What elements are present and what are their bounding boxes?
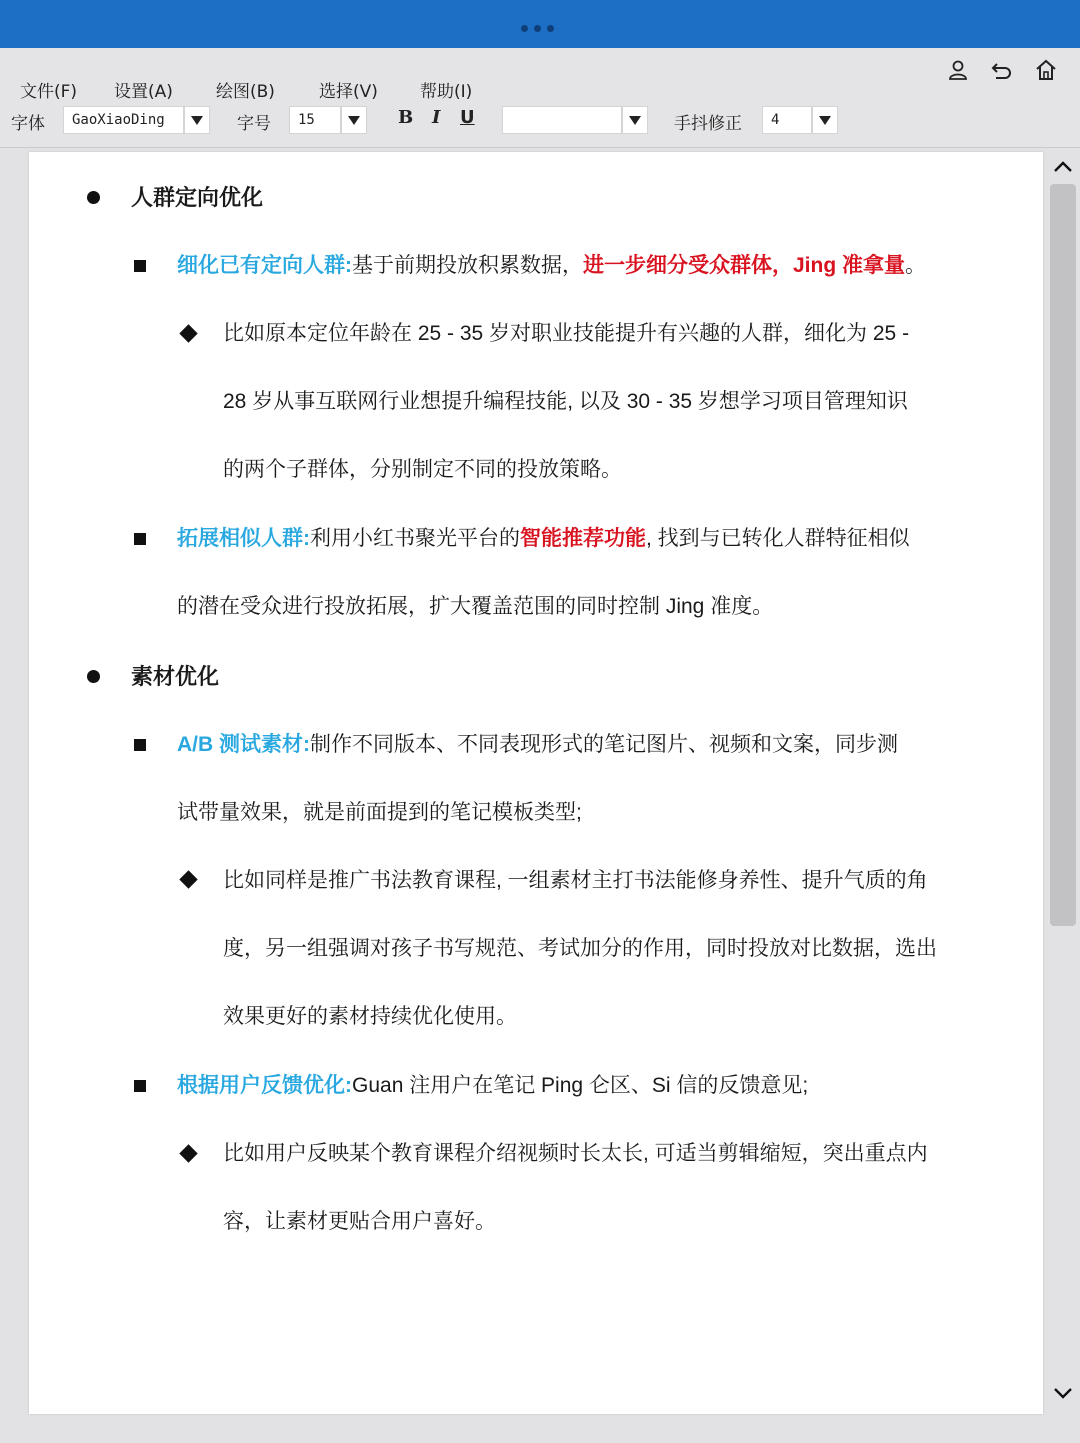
bullet-square [134,533,146,545]
menu-help[interactable]: 帮助(I) [420,82,473,102]
scrollbar-thumb[interactable] [1050,184,1076,926]
menu-draw[interactable]: 绘图(B) [216,82,275,102]
list-item [177,1071,808,1101]
toolbar-area [0,48,1080,148]
item-highlight: 进一步细分受众群体，Jing 准拿量 [583,254,906,277]
font-select[interactable]: GaoXiaoDing [63,106,184,134]
sub-item-line: 比如原本定位年龄在 25 - 35 岁对职业技能提升有兴趣的人群，细化为 25 - [223,322,910,345]
chevron-down-icon [629,116,641,125]
item-key: 根据用户反馈优化: [177,1074,352,1097]
item-line: 试带量效果，就是前面提到的笔记模板类型; [177,801,582,824]
chevron-down-icon [819,116,831,125]
item-text: 基于前期投放积累数据， [352,254,583,277]
dot [521,25,528,32]
item-highlight: 智能推荐功能 [520,527,646,550]
format-bar [0,104,1080,136]
bullet-dot [87,670,100,683]
size-label: 字号 [237,114,271,134]
home-icon[interactable] [1034,58,1058,82]
item-key: 细化已有定向人群: [177,254,352,277]
section-title: 素材优化 [131,664,220,689]
dot [547,25,554,32]
bold-button[interactable]: B [398,107,414,128]
item-key: A/B 测试素材: [177,733,310,756]
list-item [177,251,926,281]
list-item [177,524,910,554]
sub-item-line: 的两个子群体，分别制定不同的投放策略。 [223,458,622,481]
sub-item-line: 28 岁从事互联网行业想提升编程技能, 以及 30 - 35 岁想学习项目管理知识 [223,390,908,413]
list-item [177,730,898,760]
sub-item-line: 容，让素材更贴合用户喜好。 [223,1210,496,1233]
shake-label: 手抖修正 [674,114,742,134]
title-bar [0,0,1080,48]
italic-button[interactable]: I [432,107,441,128]
sub-item-line: 比如同样是推广书法教育课程, 一组素材主打书法能修身养性、提升气质的角 [223,869,928,892]
size-dropdown-button[interactable] [341,106,367,134]
chevron-down-icon [191,116,203,125]
color-select[interactable] [502,106,622,134]
sub-item-line: 比如用户反映某个教育课程介绍视频时长太长, 可适当剪辑缩短，突出重点内 [223,1142,928,1165]
item-line: 的潜在受众进行投放拓展，扩大覆盖范围的同时控制 Jing 准度。 [177,595,774,618]
sub-item-line: 效果更好的素材持续优化使用。 [223,1005,517,1028]
top-icons [946,58,1058,82]
font-dropdown-button[interactable] [184,106,210,134]
bullet-square [134,260,146,272]
dot [534,25,541,32]
section-title: 人群定向优化 [131,185,264,210]
window-dots[interactable] [521,25,554,32]
item-end: , 找到与已转化人群特征相似 [646,527,910,550]
scroll-up-button[interactable] [1048,154,1078,180]
undo-icon[interactable] [990,58,1014,82]
bullet-dot [87,191,100,204]
menu-file[interactable]: 文件(F) [20,82,78,102]
bullet-square [134,1080,146,1092]
item-text: 利用小红书聚光平台的 [310,527,520,550]
menu-settings[interactable]: 设置(A) [114,82,173,102]
chevron-down-icon [348,116,360,125]
menu-select[interactable]: 选择(V) [319,82,378,102]
color-dropdown-button[interactable] [622,106,648,134]
item-end: 。 [905,254,927,277]
size-select[interactable]: 15 [289,106,341,134]
item-text: Guan 注用户在笔记 Ping 仑区、Si 信的反馈意见; [352,1074,809,1097]
shake-dropdown-button[interactable] [812,106,838,134]
bullet-square [134,739,146,751]
sub-item-line: 度，另一组强调对孩子书写规范、考试加分的作用，同时投放对比数据，选出 [223,937,937,960]
item-key: 拓展相似人群: [177,527,310,550]
underline-button[interactable]: U [460,107,475,128]
font-label: 字体 [11,114,45,134]
item-text: 制作不同版本、不同表现形式的笔记图片、视频和文案，同步测 [310,733,898,756]
scroll-down-button[interactable] [1048,1380,1078,1406]
shake-select[interactable]: 4 [762,106,812,134]
user-icon[interactable] [946,58,970,82]
